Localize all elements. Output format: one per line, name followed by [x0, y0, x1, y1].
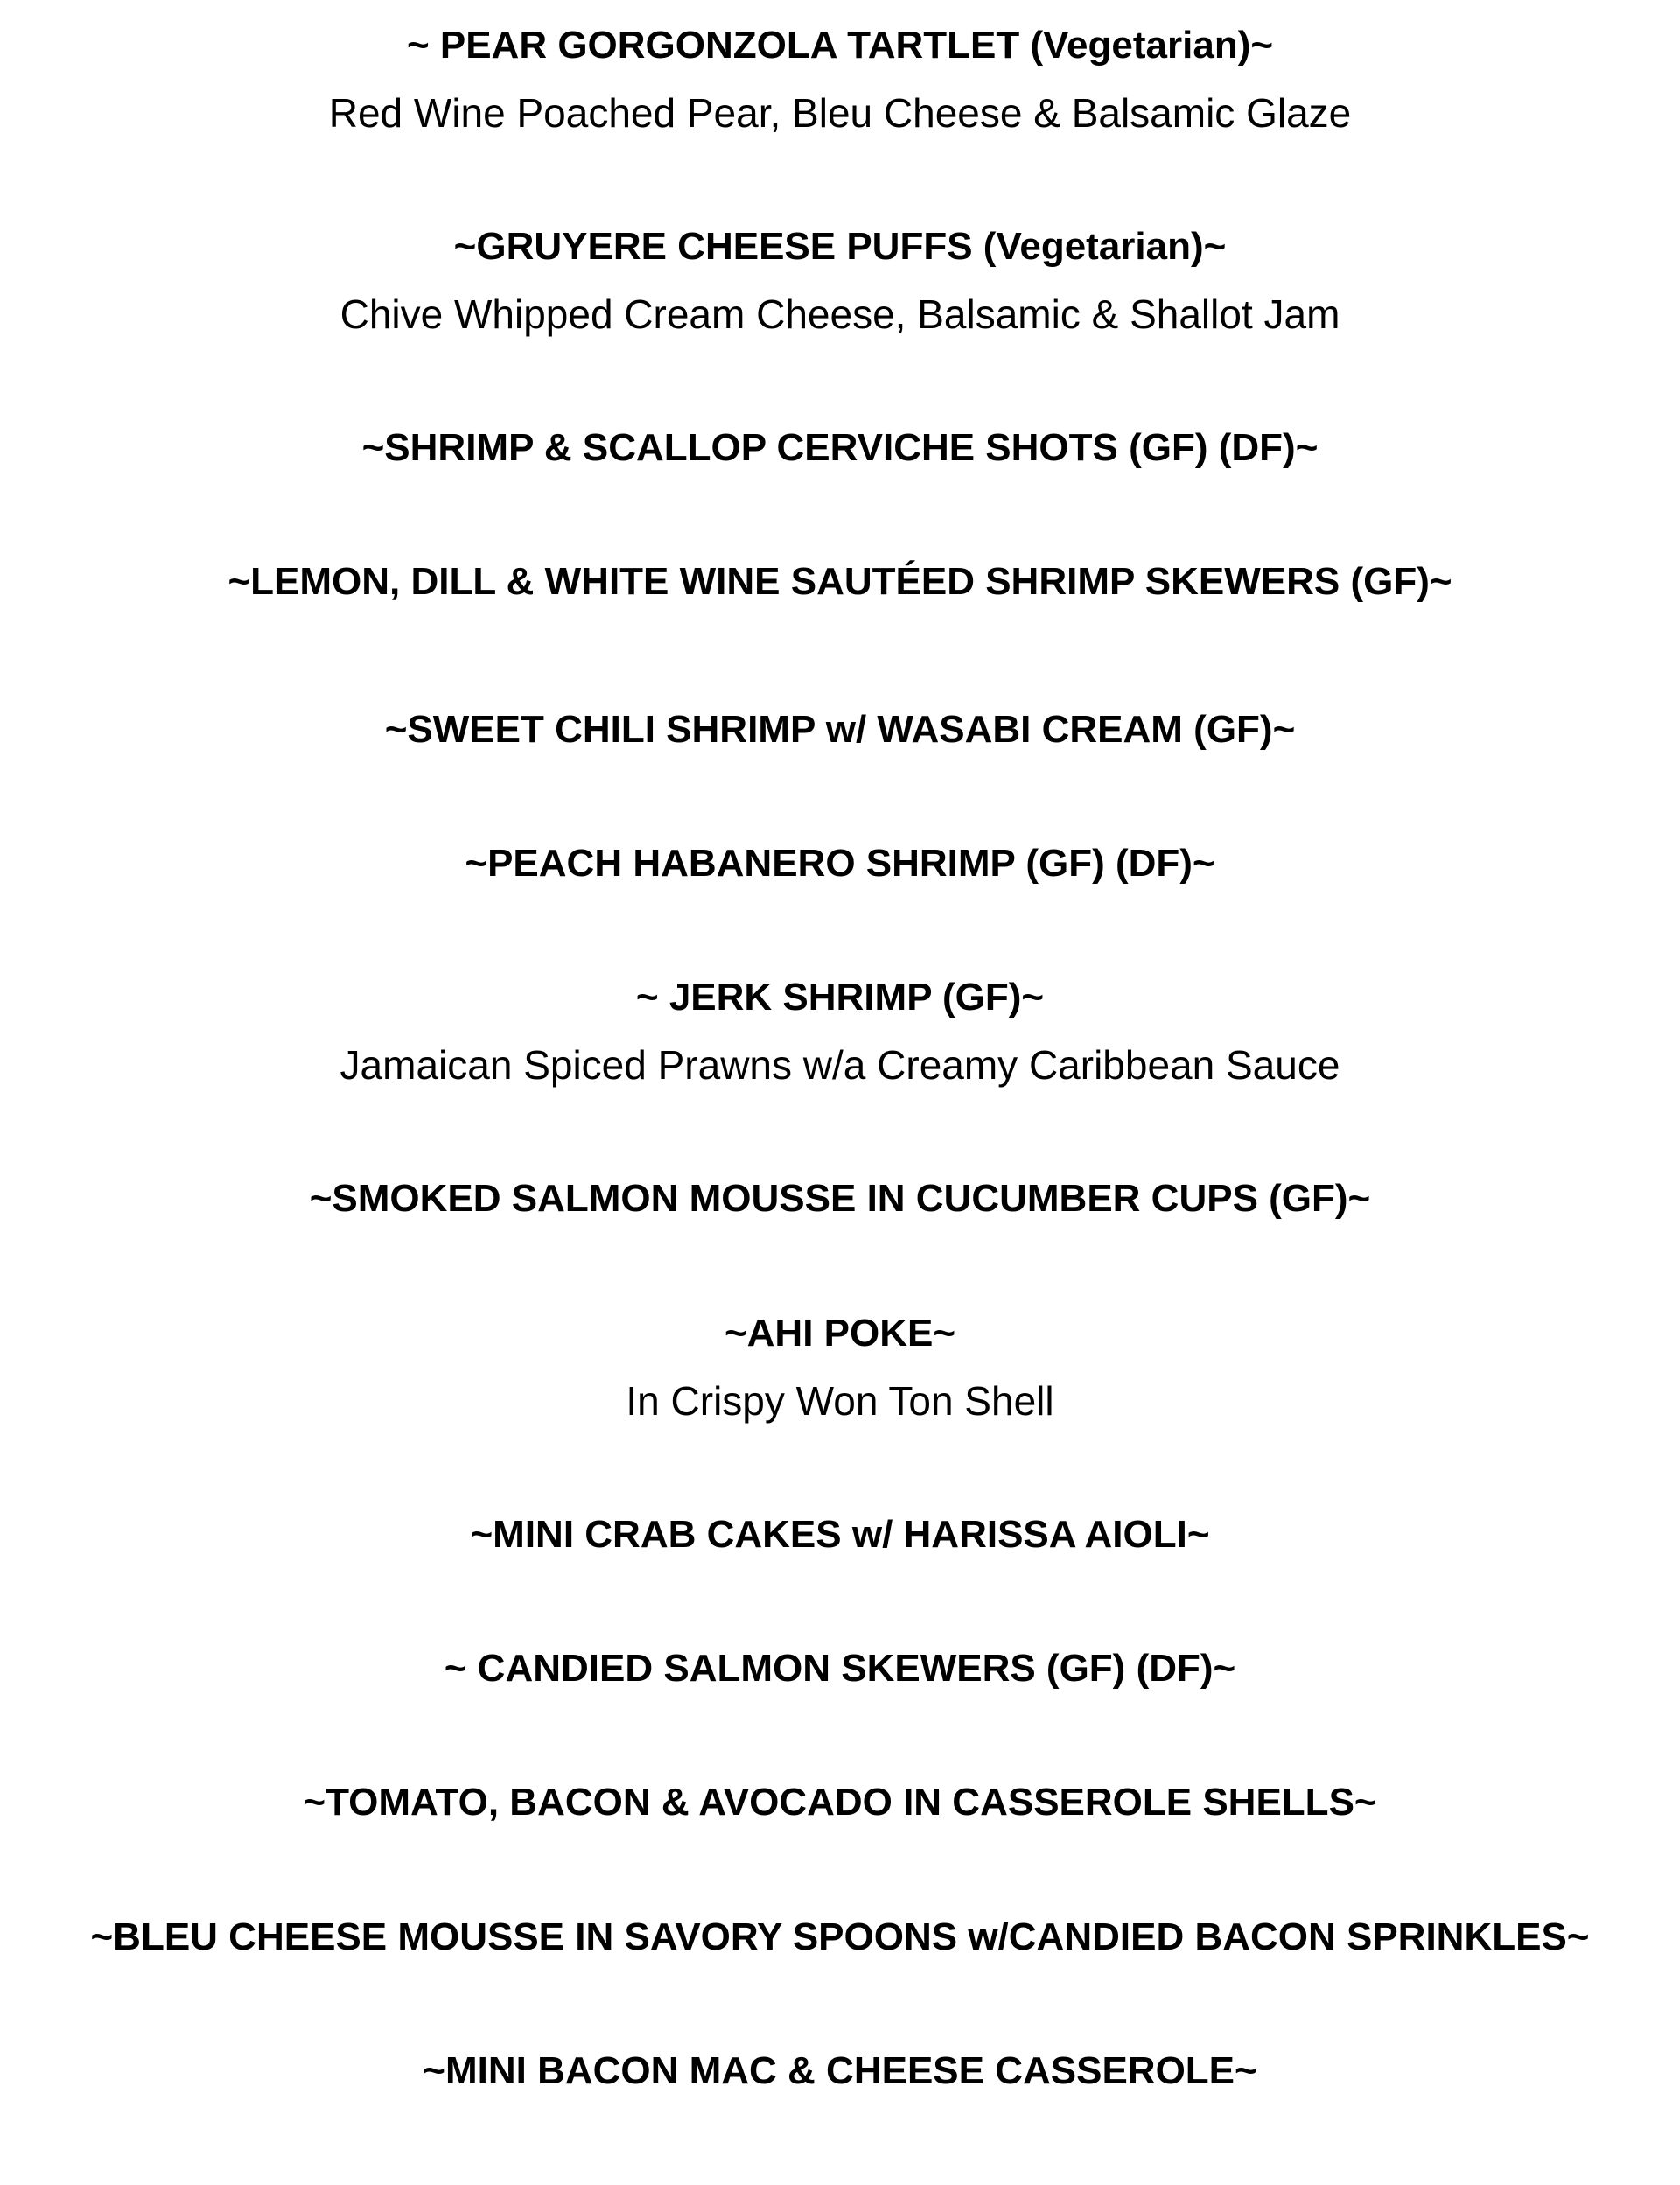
menu-item-title: ~ PEAR GORGONZOLA TARTLET (Vegetarian)~	[406, 24, 1274, 67]
menu-item-description: Jamaican Spiced Prawns w/a Creamy Caribbean Sauce	[340, 1042, 1340, 1088]
menu-item-title: ~ CANDIED SALMON SKEWERS (GF) (DF)~	[444, 1647, 1236, 1690]
menu-item-description: Red Wine Poached Pear, Bleu Cheese & Balsamic Glaze	[328, 90, 1352, 136]
menu-item-title: ~ JERK SHRIMP (GF)~	[635, 976, 1045, 1019]
menu-item-title: ~MINI BACON MAC & CHEESE CASSEROLE~	[423, 2049, 1257, 2092]
menu-item-title: ~SWEET CHILI SHRIMP w/ WASABI CREAM (GF)~	[384, 708, 1296, 751]
menu-item-title: ~GRUYERE CHEESE PUFFS (Vegetarian)~	[453, 225, 1227, 268]
menu-item-description: In Crispy Won Ton Shell	[626, 1378, 1054, 1424]
menu-item-title: ~SMOKED SALMON MOUSSE IN CUCUMBER CUPS (GF)~	[309, 1177, 1371, 1220]
menu-item-description: Chive Whipped Cream Cheese, Balsamic & Shallot Jam	[340, 291, 1340, 337]
menu-item-title: ~PEACH HABANERO SHRIMP (GF) (DF)~	[465, 842, 1215, 885]
menu-item-title: ~MINI CRAB CAKES w/ HARISSA AIOLI~	[470, 1513, 1210, 1556]
menu-item-title: ~LEMON, DILL & WHITE WINE SAUTÉED SHRIMP SKEWERS (GF)~	[228, 560, 1452, 603]
menu-item-title: ~SHRIMP & SCALLOP CERVICHE SHOTS (GF) (DF)~	[361, 426, 1319, 469]
menu-item-title: ~TOMATO, BACON & AVOCADO IN CASSEROLE SHELLS~	[303, 1781, 1377, 1824]
menu-item-title: ~BLEU CHEESE MOUSSE IN SAVORY SPOONS w/CANDIED BACON SPRINKLES~	[90, 1915, 1590, 1958]
menu-item-title: ~AHI POKE~	[724, 1312, 956, 1355]
